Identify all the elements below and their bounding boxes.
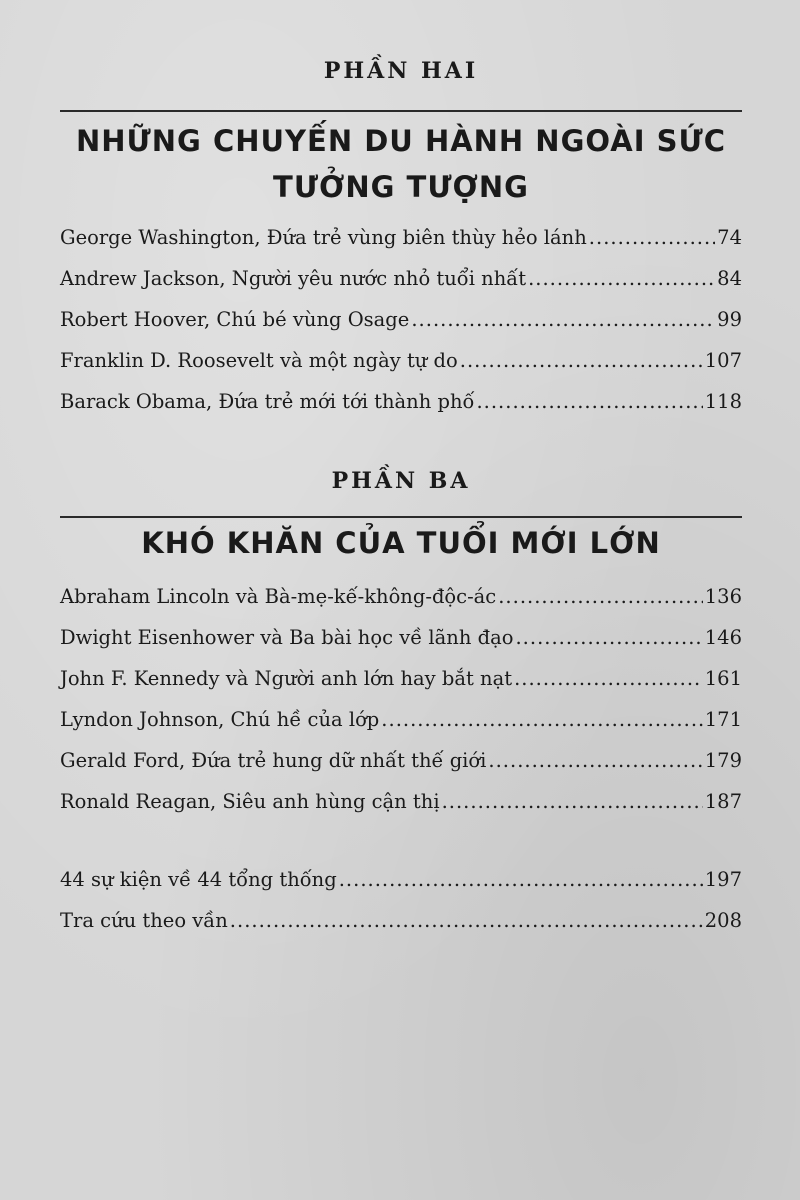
toc-entry-page: 107 bbox=[704, 349, 742, 372]
toc-entry-title: Robert Hoover, Chú bé vùng Osage bbox=[60, 308, 410, 331]
toc-dot-leader bbox=[411, 308, 715, 331]
toc-dot-leader bbox=[460, 349, 703, 372]
part-three-title: KHÓ KHĂN CỦA TUỔI MỚI LỚN bbox=[141, 526, 661, 560]
part-two-entries bbox=[60, 226, 742, 431]
toc-entry[interactable] bbox=[60, 868, 742, 909]
part-two-divider bbox=[60, 110, 742, 112]
table-of-contents-page bbox=[60, 0, 742, 1200]
toc-entry-page: 99 bbox=[717, 308, 742, 331]
part-three-label: PHẦN BA bbox=[331, 468, 471, 494]
toc-entry-title: George Washington, Đứa trẻ vùng biên thùy hẻo lánh bbox=[60, 226, 587, 249]
toc-dot-leader bbox=[488, 749, 702, 772]
toc-entry[interactable] bbox=[60, 390, 742, 431]
toc-entry[interactable] bbox=[60, 626, 742, 667]
toc-entry-page: 84 bbox=[717, 267, 742, 290]
toc-entry-page: 161 bbox=[704, 667, 742, 690]
toc-entry-page: 171 bbox=[704, 708, 742, 731]
toc-entry[interactable] bbox=[60, 749, 742, 790]
toc-entry-title: Abraham Lincoln và Bà-mẹ-kế-không-độc-ác bbox=[60, 585, 497, 608]
appendix-entries bbox=[60, 868, 742, 950]
toc-entry-title: Ronald Reagan, Siêu anh hùng cận thị bbox=[60, 790, 440, 813]
toc-entry[interactable] bbox=[60, 708, 742, 749]
toc-entry-title: John F. Kennedy và Người anh lớn hay bắt nạt bbox=[60, 667, 513, 690]
toc-dot-leader bbox=[498, 585, 703, 608]
part-two-title bbox=[60, 118, 742, 210]
toc-dot-leader bbox=[589, 226, 715, 249]
part-three-divider bbox=[60, 516, 742, 518]
toc-entry[interactable] bbox=[60, 790, 742, 831]
part-three-entries bbox=[60, 585, 742, 831]
toc-entry-title: Franklin D. Roosevelt và một ngày tự do bbox=[60, 349, 458, 372]
toc-dot-leader bbox=[515, 626, 702, 649]
part-two-title-line2: TƯỞNG TƯỢNG bbox=[273, 170, 529, 204]
toc-entry-title: Gerald Ford, Đứa trẻ hung dữ nhất thế giới bbox=[60, 749, 487, 772]
toc-entry-title: Tra cứu theo vần bbox=[60, 909, 228, 932]
toc-dot-leader bbox=[528, 267, 715, 290]
toc-entry[interactable] bbox=[60, 909, 742, 950]
toc-entry[interactable] bbox=[60, 267, 742, 308]
toc-entry[interactable] bbox=[60, 585, 742, 626]
toc-entry-page: 197 bbox=[704, 868, 742, 891]
toc-dot-leader bbox=[476, 390, 702, 413]
toc-entry-page: 208 bbox=[704, 909, 742, 932]
toc-entry[interactable] bbox=[60, 226, 742, 267]
toc-entry[interactable] bbox=[60, 667, 742, 708]
toc-entry-page: 187 bbox=[704, 790, 742, 813]
toc-dot-leader bbox=[230, 909, 703, 932]
toc-entry-title: 44 sự kiện về 44 tổng thống bbox=[60, 868, 337, 891]
toc-entry-page: 74 bbox=[717, 226, 742, 249]
toc-entry[interactable] bbox=[60, 349, 742, 390]
toc-entry-title: Barack Obama, Đứa trẻ mới tới thành phố bbox=[60, 390, 475, 413]
part-two-label: PHẦN HAI bbox=[323, 58, 479, 84]
toc-entry-title: Andrew Jackson, Người yêu nước nhỏ tuổi nhất bbox=[60, 267, 527, 290]
toc-dot-leader bbox=[514, 667, 703, 690]
toc-entry-title: Dwight Eisenhower và Ba bài học về lãnh đạo bbox=[60, 626, 514, 649]
toc-dot-leader bbox=[442, 790, 703, 813]
toc-dot-leader bbox=[339, 868, 703, 891]
toc-entry-page: 136 bbox=[704, 585, 742, 608]
toc-entry-title: Lyndon Johnson, Chú hề của lớp bbox=[60, 708, 380, 731]
toc-entry-page: 179 bbox=[704, 749, 742, 772]
toc-dot-leader bbox=[381, 708, 702, 731]
part-two-title-line1: NHỮNG CHUYẾN DU HÀNH NGOÀI SỨC bbox=[76, 124, 726, 158]
toc-entry[interactable] bbox=[60, 308, 742, 349]
toc-entry-page: 146 bbox=[704, 626, 742, 649]
toc-entry-page: 118 bbox=[704, 390, 742, 413]
